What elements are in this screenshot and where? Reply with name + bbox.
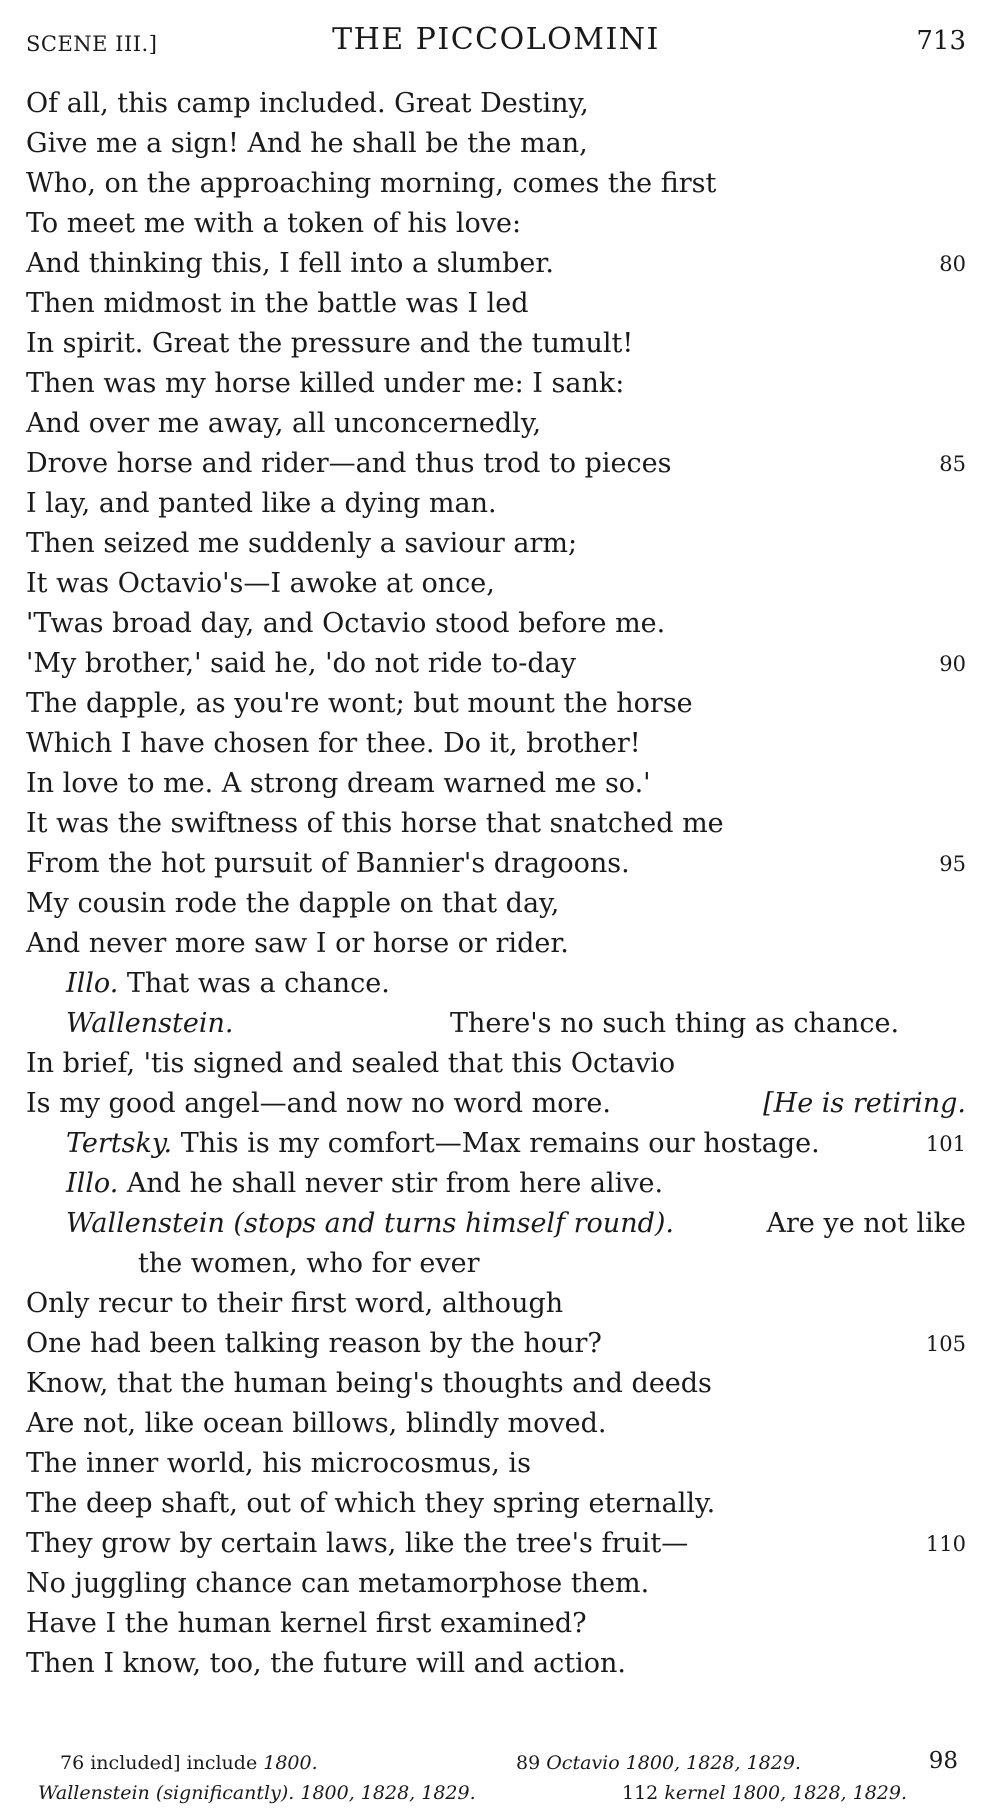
- footnote-row: [26, 1748, 966, 1778]
- speaker-name: Wallenstein (stops and turns himself round).: [66, 1208, 674, 1239]
- verse-line: The inner world, his microcosmus, is: [26, 1448, 531, 1479]
- page-title: THE PICCOLOMINI: [332, 22, 660, 57]
- verse-line: They grow by certain laws, like the tree's fruit— 110: [26, 1524, 966, 1564]
- verse-line: One had been talking reason by the hour? 105: [26, 1324, 966, 1364]
- verse-line: Then seized me suddenly a saviour arm;: [26, 528, 578, 559]
- verse-line: Which I have chosen for thee. Do it, brother!: [26, 728, 641, 759]
- verse-line: The dapple, as you're wont; but mount the horse: [26, 688, 693, 719]
- verse-line: Then was my horse killed under me: I sank:: [26, 368, 625, 399]
- speaker-name: Illo.: [66, 1168, 119, 1199]
- footnote-row: [26, 1778, 966, 1808]
- speech-wallenstein: Wallenstein (stops and turns himself round). Are ye not like: [66, 1208, 966, 1239]
- verse-line: The deep shaft, out of which they spring eternally.: [26, 1488, 716, 1519]
- footnote-76: 76 included] include 1800.: [60, 1752, 318, 1774]
- speaker-name: Wallenstein.: [66, 1008, 234, 1039]
- speech-tertsky: Tertsky. This is my comfort—Max remains our hostage. 101: [26, 1124, 966, 1164]
- verse-line: My cousin rode the dapple on that day,: [26, 888, 560, 919]
- stage-direction: [He is retiring.: [763, 1088, 966, 1119]
- verse-line: No juggling chance can metamorphose them.: [26, 1568, 650, 1599]
- line-number: 105: [925, 1332, 966, 1356]
- verse-body: [26, 84, 966, 1684]
- speaker-name: Tertsky.: [66, 1128, 173, 1159]
- running-header: [26, 22, 966, 62]
- verse-line: Have I the human kernel first examined?: [26, 1608, 587, 1639]
- verse-line: It was Octavio's—I awoke at once,: [26, 568, 495, 599]
- verse-line: In love to me. A strong dream warned me so.': [26, 768, 651, 799]
- line-number: 90: [939, 652, 966, 676]
- speaker-name: Illo.: [66, 968, 119, 999]
- footnotes: [26, 1748, 966, 1808]
- signature-mark: 98: [928, 1748, 958, 1774]
- verse-line: Then I know, too, the future will and action.: [26, 1648, 626, 1679]
- line-number: 95: [939, 852, 966, 876]
- verse-line: Are not, like ocean billows, blindly moved.: [26, 1408, 607, 1439]
- verse-line: Is my good angel—and now no word more. [He is retiring.: [26, 1084, 966, 1124]
- verse-line: And over me away, all unconcernedly,: [26, 408, 542, 439]
- verse-line: To meet me with a token of his love:: [26, 208, 522, 239]
- verse-line: the women, who for ever: [138, 1248, 480, 1279]
- verse-line: Then midmost in the battle was I led: [26, 288, 529, 319]
- line-number: 101: [925, 1132, 966, 1156]
- verse-line: I lay, and panted like a dying man.: [26, 488, 497, 519]
- verse-line: In spirit. Great the pressure and the tumult!: [26, 328, 634, 359]
- verse-line: 'Twas broad day, and Octavio stood before me.: [26, 608, 666, 639]
- speech-wallenstein: Wallenstein. There's no such thing as chance.: [66, 1008, 900, 1039]
- footnote-98: Wallenstein (significantly). 1800, 1828, 1829.: [38, 1782, 476, 1804]
- line-number: 85: [939, 452, 966, 476]
- verse-line: And thinking this, I fell into a slumber. 80: [26, 244, 966, 284]
- verse-line: Only recur to their first word, although: [26, 1288, 564, 1319]
- verse-line: Drove horse and rider—and thus trod to pieces 85: [26, 444, 966, 484]
- scene-label: SCENE III.]: [26, 32, 158, 56]
- page-number: 713: [916, 26, 966, 56]
- speech-illo: Illo. That was a chance.: [66, 968, 390, 999]
- verse-line: Who, on the approaching morning, comes the first: [26, 168, 717, 199]
- verse-line: In brief, 'tis signed and sealed that this Octavio: [26, 1048, 676, 1079]
- verse-line: And never more saw I or horse or rider.: [26, 928, 569, 959]
- verse-line: Of all, this camp included. Great Destiny,: [26, 88, 589, 119]
- footnote-89: 89 Octavio 1800, 1828, 1829.: [516, 1752, 801, 1774]
- verse-line: From the hot pursuit of Bannier's dragoons. 95: [26, 844, 966, 884]
- line-number: 110: [925, 1532, 966, 1556]
- verse-line: Give me a sign! And he shall be the man,: [26, 128, 588, 159]
- verse-line: Know, that the human being's thoughts and deeds: [26, 1368, 712, 1399]
- line-number: 80: [939, 252, 966, 276]
- footnote-112: 112 kernel 1800, 1828, 1829.: [622, 1782, 908, 1804]
- speech-illo: Illo. And he shall never stir from here alive.: [66, 1168, 664, 1199]
- verse-line: It was the swiftness of this horse that snatched me: [26, 808, 724, 839]
- verse-line: 'My brother,' said he, 'do not ride to-day 90: [26, 644, 966, 684]
